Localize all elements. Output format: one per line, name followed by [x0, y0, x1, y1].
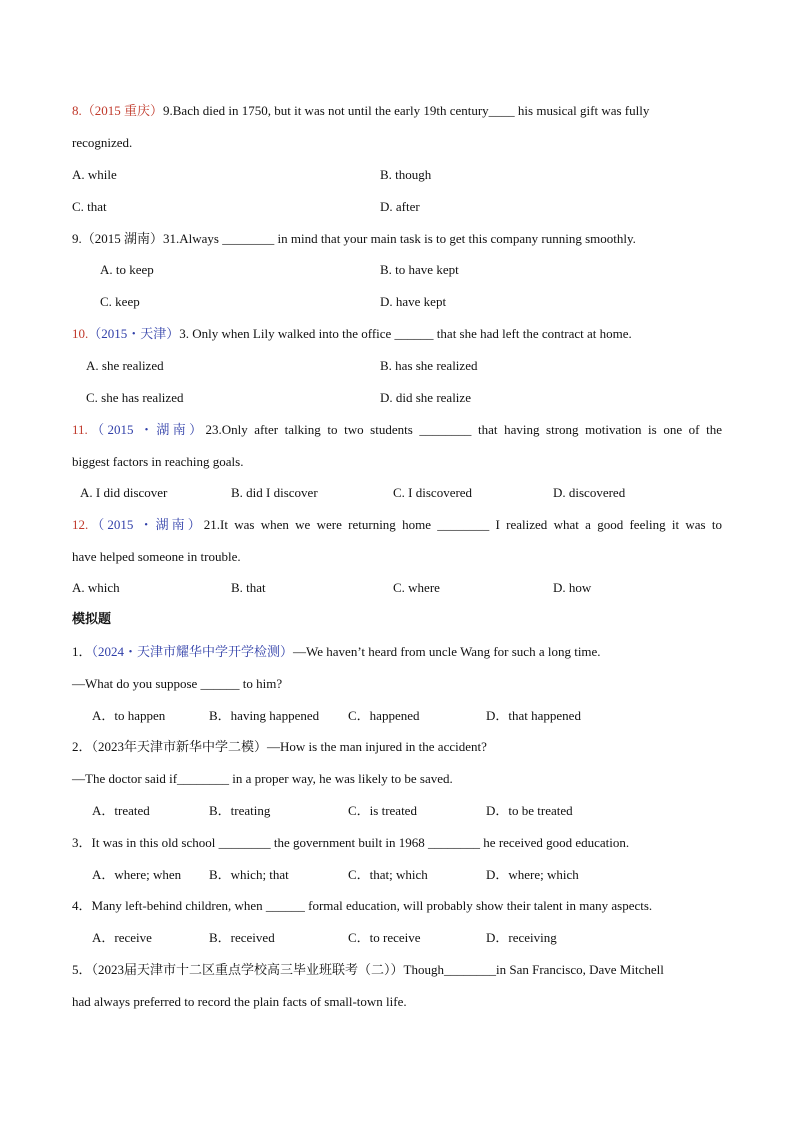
question-source: （2015 ・湖南） [88, 517, 204, 532]
question-12-line2: have helped someone in trouble. [72, 549, 241, 564]
option-b: B. has she realized [380, 358, 478, 373]
question-number: 1． [72, 644, 92, 659]
option-c: C. where [393, 580, 440, 595]
question-source: （2023年天津市新华中学二模） [91, 739, 268, 754]
question-text: 31.Always ________ in mind that your main task is to get this company running smoothly. [163, 231, 636, 246]
option-a: A．receive [92, 930, 152, 945]
option-b: B．treating [209, 803, 271, 818]
option-c: C. she has realized [86, 390, 184, 405]
option-a: A. which [72, 580, 120, 595]
question-number: 2． [72, 739, 92, 754]
option-c: C．happened [348, 708, 420, 723]
question-source: （2015 重庆） [81, 103, 164, 118]
option-b: B. that [231, 580, 266, 595]
question-source: （2015・天津） [88, 326, 180, 341]
question-text: Though________in San Francisco, Dave Mitchell [403, 962, 664, 977]
question-text: 23.Only after talking to two students ________ that having strong motivation is one of the [205, 422, 722, 437]
question-source: （2015 湖南） [81, 231, 164, 246]
question-text: —We haven’t heard from uncle Wang for such a long time. [293, 644, 601, 659]
question-source: （2023届天津市十二区重点学校高三毕业班联考（二）） [91, 962, 404, 977]
question-number: 11. [72, 422, 88, 437]
mock-question-2-line2: —The doctor said if________ in a proper way, he was likely to be saved. [72, 771, 453, 786]
question-number: 12. [72, 517, 89, 532]
option-b: B. did I discover [231, 485, 318, 500]
option-d: D．receiving [486, 930, 557, 945]
question-9-line1 [72, 231, 636, 247]
option-a: A. while [72, 167, 117, 182]
option-a: A．treated [92, 803, 150, 818]
option-c: C．is treated [348, 803, 417, 818]
option-d: D. after [380, 199, 420, 214]
option-d: D．where; which [486, 867, 579, 882]
question-text: —How is the man injured in the accident? [267, 739, 487, 754]
mock-question-2-line1 [72, 739, 487, 755]
question-number: 8. [72, 103, 82, 118]
option-d: D. discovered [553, 485, 626, 500]
option-b: B．having happened [209, 708, 320, 723]
mock-question-5-line2: had always preferred to record the plain facts of small-town life. [72, 994, 407, 1009]
option-a: A. she realized [86, 358, 164, 373]
question-source: （2015 ・湖南） [87, 422, 206, 437]
question-text: 9.Bach died in 1750, but it was not until the early 19th century____ his musical gift was fully [163, 103, 650, 118]
question-12-line1 [72, 517, 722, 533]
option-c: C. keep [100, 294, 140, 309]
question-number: 5． [72, 962, 92, 977]
option-d: D．that happened [486, 708, 581, 723]
question-source: （2024・天津市耀华中学开学检测） [91, 644, 294, 659]
option-a: A．to happen [92, 708, 166, 723]
mock-question-5-line1 [72, 962, 664, 978]
option-a: A．where; when [92, 867, 182, 882]
mock-question-3-line1 [72, 835, 629, 851]
question-number: 4． [72, 898, 92, 913]
question-number: 10. [72, 326, 89, 341]
mock-question-1-line2: —What do you suppose ______ to him? [72, 676, 283, 691]
option-c: C. I discovered [393, 485, 473, 500]
option-d: D. have kept [380, 294, 447, 309]
option-b: B．received [209, 930, 275, 945]
question-8-line1 [72, 103, 649, 119]
question-10-line1 [72, 326, 632, 342]
option-d: D. did she realize [380, 390, 471, 405]
option-c: C．that; which [348, 867, 428, 882]
question-8-line2: recognized. [72, 135, 133, 150]
option-b: B. to have kept [380, 262, 459, 277]
question-text: 3. Only when Lily walked into the office ______ that she had left the contract at home. [179, 326, 632, 341]
option-c: C．to receive [348, 930, 421, 945]
option-b: B. though [380, 167, 432, 182]
mock-question-1-line1 [72, 644, 601, 660]
question-number: 9. [72, 231, 82, 246]
question-number: 3． [72, 835, 92, 850]
question-11-line2: biggest factors in reaching goals. [72, 454, 244, 469]
option-d: D. how [553, 580, 592, 595]
question-11-line1 [72, 422, 722, 438]
question-text: Many left-behind children, when ______ formal education, will probably show their talent in many aspects. [91, 898, 653, 913]
option-b: B．which; that [209, 867, 289, 882]
option-a: A. I did discover [80, 485, 168, 500]
mock-question-4-line1 [72, 898, 652, 914]
question-text: It was in this old school ________ the government built in 1968 ________ he received good education. [91, 835, 630, 850]
question-text: 21.It was when we were returning home ________ I realized what a good feeling it was to [203, 517, 722, 532]
section-title: 模拟题 [72, 612, 112, 627]
option-a: A. to keep [100, 262, 154, 277]
option-c: C. that [72, 199, 107, 214]
option-d: D．to be treated [486, 803, 573, 818]
